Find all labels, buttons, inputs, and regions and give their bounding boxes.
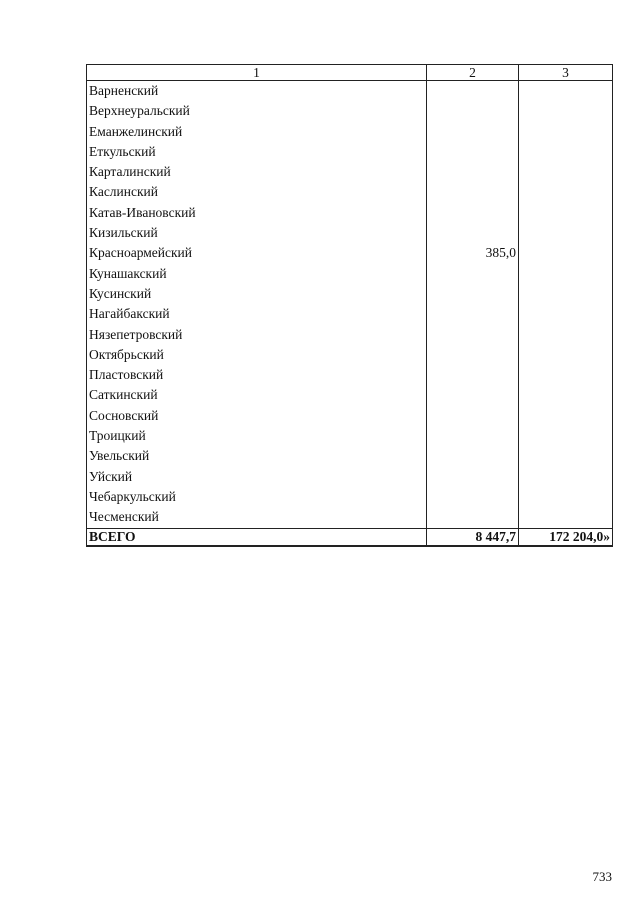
row-col-3 xyxy=(519,223,613,243)
row-col-2 xyxy=(427,446,519,466)
row-col-3 xyxy=(519,325,613,345)
table-row xyxy=(87,81,613,102)
row-col-3 xyxy=(519,284,613,304)
row-col-2 xyxy=(427,142,519,162)
row-name: Еманжелинский xyxy=(87,122,427,142)
table-row xyxy=(87,142,613,162)
row-name: Варненский xyxy=(87,81,427,102)
row-col-2 xyxy=(427,203,519,223)
row-name: Пластовский xyxy=(87,365,427,385)
table-row xyxy=(87,162,613,182)
table-row xyxy=(87,325,613,345)
row-name: Нязепетровский xyxy=(87,325,427,345)
row-col-2 xyxy=(427,162,519,182)
table-row xyxy=(87,243,613,263)
row-col-2 xyxy=(427,325,519,345)
total-row xyxy=(87,528,613,546)
row-col-2 xyxy=(427,426,519,446)
page-number: 733 xyxy=(592,869,612,884)
row-name: Сосновский xyxy=(87,406,427,426)
row-col-3 xyxy=(519,243,613,263)
row-col-2 xyxy=(427,507,519,528)
row-col-3 xyxy=(519,446,613,466)
row-col-2 xyxy=(427,345,519,365)
row-name: Чебаркульский xyxy=(87,487,427,507)
row-name: Катав-Ивановский xyxy=(87,203,427,223)
row-col-2 xyxy=(427,101,519,121)
header-col-2: 2 xyxy=(427,65,519,81)
row-col-3 xyxy=(519,162,613,182)
row-col-2 xyxy=(427,467,519,487)
row-name: Увельский xyxy=(87,446,427,466)
row-col-3 xyxy=(519,264,613,284)
row-col-2 xyxy=(427,223,519,243)
row-col-3 xyxy=(519,142,613,162)
table-row xyxy=(87,507,613,528)
table-body xyxy=(87,81,613,529)
table-row xyxy=(87,284,613,304)
row-name: Карталинский xyxy=(87,162,427,182)
row-col-3 xyxy=(519,345,613,365)
budget-table xyxy=(86,64,613,547)
table-row xyxy=(87,264,613,284)
row-col-3 xyxy=(519,467,613,487)
row-col-2 xyxy=(427,264,519,284)
header-col-3: 3 xyxy=(519,65,613,81)
table-row xyxy=(87,365,613,385)
row-name: Уйский xyxy=(87,467,427,487)
row-col-2 xyxy=(427,284,519,304)
row-col-3 xyxy=(519,304,613,324)
row-col-3 xyxy=(519,487,613,507)
table-row xyxy=(87,203,613,223)
row-name: Троицкий xyxy=(87,426,427,446)
total-col-2: 8 447,7 xyxy=(427,528,519,546)
table-row xyxy=(87,406,613,426)
table-row xyxy=(87,467,613,487)
total-label: ВСЕГО xyxy=(87,528,427,546)
row-col-3 xyxy=(519,365,613,385)
row-col-3 xyxy=(519,406,613,426)
table-row xyxy=(87,101,613,121)
row-col-2 xyxy=(427,385,519,405)
row-name: Чесменский xyxy=(87,507,427,528)
table-row xyxy=(87,487,613,507)
row-col-3 xyxy=(519,203,613,223)
row-name: Саткинский xyxy=(87,385,427,405)
row-col-3 xyxy=(519,101,613,121)
table-row xyxy=(87,223,613,243)
header-row xyxy=(87,65,613,81)
row-col-3 xyxy=(519,81,613,102)
row-col-3 xyxy=(519,385,613,405)
row-name: Нагайбакский xyxy=(87,304,427,324)
row-col-2 xyxy=(427,122,519,142)
row-col-2 xyxy=(427,182,519,202)
header-col-1: 1 xyxy=(87,65,427,81)
row-col-3 xyxy=(519,507,613,528)
row-name: Кизильский xyxy=(87,223,427,243)
table-row xyxy=(87,446,613,466)
table-row xyxy=(87,426,613,446)
row-name: Кунашакский xyxy=(87,264,427,284)
row-col-2 xyxy=(427,406,519,426)
row-col-2 xyxy=(427,487,519,507)
table-row xyxy=(87,385,613,405)
table-row xyxy=(87,345,613,365)
row-col-2 xyxy=(427,365,519,385)
row-col-3 xyxy=(519,182,613,202)
row-col-3 xyxy=(519,122,613,142)
row-name: Красноармейский xyxy=(87,243,427,263)
row-name: Еткульский xyxy=(87,142,427,162)
table-row xyxy=(87,122,613,142)
row-name: Каслинский xyxy=(87,182,427,202)
row-col-3 xyxy=(519,426,613,446)
row-col-2 xyxy=(427,304,519,324)
row-name: Верхнеуральский xyxy=(87,101,427,121)
row-name: Октябрьский xyxy=(87,345,427,365)
total-col-3: 172 204,0» xyxy=(519,528,613,546)
table-row xyxy=(87,304,613,324)
row-name: Кусинский xyxy=(87,284,427,304)
table-row xyxy=(87,182,613,202)
row-col-2: 385,0 xyxy=(427,243,519,263)
row-col-2 xyxy=(427,81,519,102)
